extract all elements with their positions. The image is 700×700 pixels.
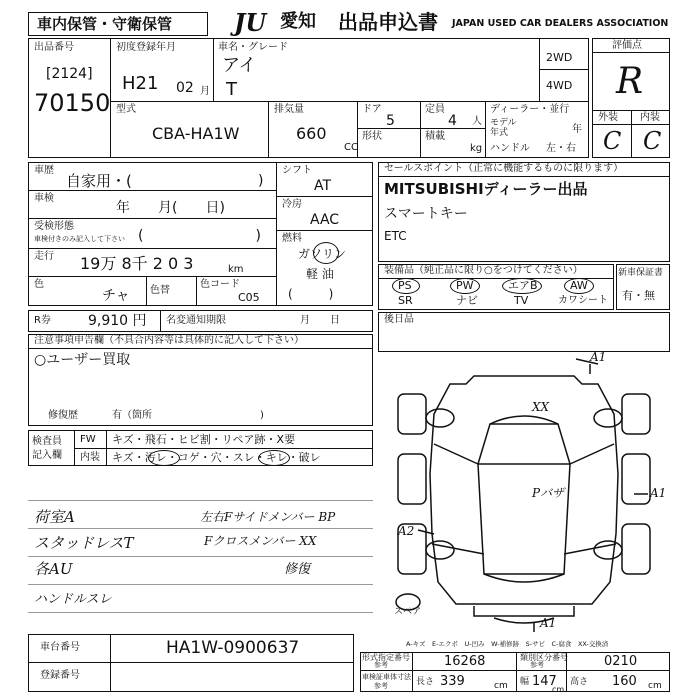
handle-options: 左・右 (546, 143, 576, 154)
lot-number: 70150 (34, 89, 111, 117)
entry-label: 記入欄 (32, 450, 62, 461)
kg-unit: kg (470, 143, 483, 154)
class-value: 0210 (604, 654, 638, 669)
color-code-label: 色コード (200, 279, 240, 290)
note-left-4: ハンドルスレ (34, 592, 112, 607)
equip-aw-circle (564, 278, 594, 294)
displacement-value: 660 (296, 124, 327, 143)
year-unit: 年 (572, 124, 582, 135)
width-unit: cm (552, 685, 565, 694)
type-cert-sub: 参考 (374, 661, 388, 669)
form-title: 出品申込書 (338, 10, 438, 34)
repair-close: ) (260, 410, 264, 421)
equip-navi: ナビ (456, 294, 478, 307)
equip-pw-circle (450, 278, 480, 294)
equip-aw: AW (570, 279, 588, 292)
model-year-label-1: モデル (490, 118, 517, 128)
ju-logo-text: JU (234, 8, 267, 37)
equip-ps-circle (392, 278, 420, 294)
model-label: 型式 (116, 104, 136, 115)
association-name: JAPAN USED CAR DEALERS ASSOCIATION (452, 18, 669, 29)
car-damage-diagram (378, 354, 670, 638)
category-box (28, 12, 208, 36)
inspection-label: 車検 (34, 193, 54, 204)
exterior-label: 外装 (598, 112, 618, 123)
width-label: 幅 (520, 677, 530, 687)
recycle-value: 9,910 円 (88, 313, 147, 329)
color-code: C05 (238, 291, 260, 304)
capacity-unit: 人 (472, 116, 482, 127)
diagram-left-mark: A2 (398, 524, 415, 538)
note-right-1: 左右Fサイドメンバー BP (200, 510, 336, 524)
transfer-value: 月 日 (300, 315, 340, 326)
reg-month: 02 (176, 80, 194, 96)
warranty-label: 新車保証書 (618, 268, 664, 278)
selling-line-1: MITSUBISHIディーラー出品 (384, 180, 588, 198)
region-name: 愛知 (280, 11, 316, 32)
exterior-score: C (603, 127, 622, 155)
recycle-label: R券 (34, 315, 51, 326)
notes-header: 注意事項申告欄（不具合内容等は具体的に記入して下さい） (34, 335, 304, 346)
length-label: 長さ (416, 677, 435, 687)
acceptance-paren: ( ) (138, 228, 261, 244)
cert-label: 車検証車体寸法 (362, 673, 411, 681)
mileage-label: 走行 (34, 251, 54, 262)
note-left-3: 各AU (34, 560, 73, 578)
history-close: ) (258, 173, 264, 189)
diagram-rear-mark: A1 (540, 616, 557, 630)
equip-airbag-circle (502, 278, 542, 294)
height-value: 160 (612, 674, 637, 689)
note-right-2: Fクロスメンバー XX (204, 534, 317, 548)
note-left-1: 荷室A (34, 508, 75, 526)
cooling-label: 冷房 (282, 199, 302, 210)
equip-pw: PW (456, 279, 474, 292)
fuel-paren: ( ) (288, 287, 334, 301)
type-cert-label: 形式指定番号 (362, 653, 410, 662)
cert-sub: 参考 (374, 682, 388, 690)
selling-line-3: ETC (384, 229, 407, 243)
selling-label: セールスポイント（正常に機能するものに限ります） (384, 163, 624, 174)
class-label: 類別区分番号 (520, 653, 568, 662)
acceptance-label: 受検形態 (34, 221, 74, 232)
month-unit: 月 (200, 86, 210, 97)
era-year: H21 (122, 73, 159, 94)
diagram-spare-label: スペア (394, 607, 422, 617)
shift-value: AT (314, 178, 332, 194)
diagram-rear-glass (484, 574, 564, 582)
int-wear-circle (258, 450, 290, 466)
diagram-floor-mark: Pバザ (532, 486, 565, 500)
lot-label: 出品番号 (34, 42, 74, 53)
interior-score: C (643, 127, 662, 155)
history-label: 車歴 (34, 165, 54, 176)
registration-label: 登録番号 (40, 670, 80, 681)
fuel-diesel: 軽 油 (306, 267, 334, 281)
diagram-windshield (490, 416, 558, 424)
model-code: CBA-HA1W (152, 124, 240, 143)
int-items: キズ・汚レ・コゲ・穴・スレ・キレ・破レ (112, 451, 321, 464)
diagram-front-mark: A1 (590, 350, 607, 364)
chassis-number: HA1W-0900637 (166, 638, 300, 658)
width-value: 147 (532, 674, 557, 689)
ju-logo (234, 10, 286, 36)
attach-label: 後日品 (384, 314, 414, 325)
length-value: 339 (440, 674, 465, 689)
attach-box (378, 312, 670, 352)
selling-line-2: スマートキー (384, 206, 468, 222)
model-year-label-2: 年式 (490, 128, 509, 138)
km-unit: km (228, 264, 244, 275)
fuel-label: 燃料 (282, 233, 302, 244)
color-label: 色 (34, 279, 44, 290)
displacement-label: 排気量 (274, 104, 304, 115)
color-value: チャ (102, 288, 130, 304)
category-text: 車内保管・守衛保管 (37, 15, 173, 33)
height-label: 高さ (570, 677, 589, 687)
dealer-label: ディーラー・並行 (490, 104, 570, 115)
doors-label: ドア (362, 104, 382, 115)
cargo-label: 積載 (425, 131, 445, 142)
equip-sr: SR (398, 294, 413, 307)
shift-label: シフト (282, 165, 312, 176)
int-label: 内装 (80, 452, 100, 463)
equip-tv: TV (514, 294, 529, 307)
transfer-label: 名変通知期限 (166, 315, 226, 326)
shape-label: 形状 (362, 131, 382, 142)
acceptance-note: 車検付きのみ記入して下さい (34, 235, 125, 243)
fw-label: FW (80, 434, 96, 445)
diagram-right-mark: A1 (650, 486, 667, 500)
score-value: R (616, 61, 644, 102)
capacity-label: 定員 (425, 104, 445, 115)
note-right-3: 修復 (284, 562, 311, 577)
cc-unit: CC (344, 142, 358, 153)
repair-label: 修復歴 (48, 410, 78, 421)
note-left-2: スタッドレスT (34, 534, 134, 552)
name-label: 車名・グレード (218, 42, 288, 53)
score-label: 評価点 (612, 40, 642, 51)
drive-4wd: 4WD (546, 79, 573, 92)
warranty-value: 有・無 (622, 289, 655, 302)
car-grade: T (226, 79, 237, 100)
equip-ps: PS (398, 279, 412, 292)
diagram-roof-mark: XX (532, 400, 550, 414)
equipment-label: 装備品（純正品に限り○をつけてください） (384, 265, 583, 276)
mileage-value: 19万 8千 2 0 3 (80, 254, 194, 273)
lot-sub: [2124] (46, 66, 93, 82)
type-cert-value: 16268 (444, 654, 486, 669)
color-change-label: 色替 (150, 285, 170, 296)
inspection-value: 年 月( 日) (116, 200, 225, 216)
fw-items: キズ・飛石・ヒビ割・リペア跡・X要 (112, 433, 296, 446)
class-sub: 参考 (530, 661, 544, 669)
equip-airbag: エアB (508, 279, 538, 292)
notes-line-1: ○ユーザー買取 (34, 352, 131, 368)
cooling-value: AAC (310, 212, 340, 228)
doors-value: 5 (386, 113, 395, 129)
repair-value: 有（箇所 (112, 410, 152, 421)
length-unit: cm (494, 681, 508, 691)
capacity-value: 4 (448, 113, 457, 129)
diagram-legend: A-キズ E-エクボ U-凹み W-補修跡 S-サビ C-腐食 XX-交換済 (406, 640, 609, 648)
first-reg-label: 初度登録年月 (116, 42, 176, 53)
equip-leather: カワシート (558, 295, 608, 306)
chassis-label: 車台番号 (40, 642, 80, 653)
drive-2wd: 2WD (546, 51, 573, 64)
handle-label: ハンドル (490, 143, 530, 154)
interior-label: 内装 (640, 112, 660, 123)
int-dirt-circle (148, 450, 180, 466)
history-value: 自家用・( (66, 172, 132, 190)
car-name: アイ (222, 55, 257, 76)
height-unit: cm (648, 681, 662, 691)
fuel-gas: ガソリン (298, 247, 347, 261)
inspector-label: 検査員 (32, 436, 62, 447)
fuel-gas-circle (313, 242, 339, 264)
diagram-body-outline (430, 376, 618, 604)
